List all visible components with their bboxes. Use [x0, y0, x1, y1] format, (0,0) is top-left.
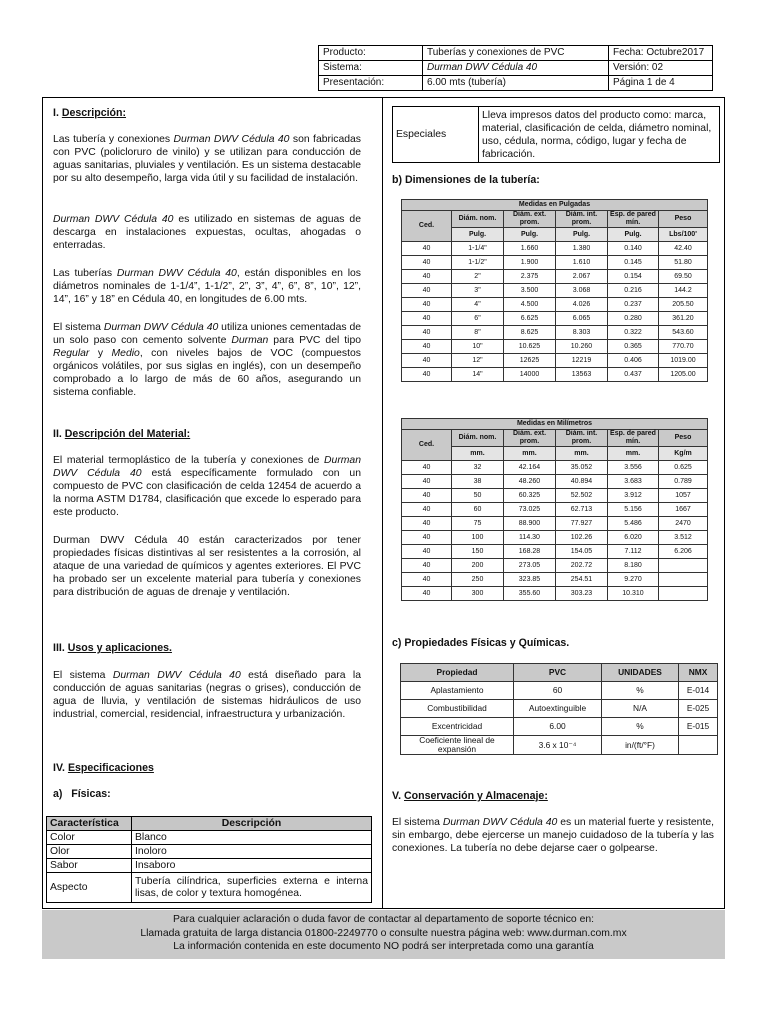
table-cell: 88.900: [504, 517, 556, 531]
table-row: [402, 326, 708, 340]
table-cell: 8.303: [556, 326, 608, 340]
table-cell: 0.216: [608, 284, 659, 298]
table-cell: 1-1/4": [452, 242, 504, 256]
table-row: [401, 736, 718, 755]
section-2-title: Descripción del Material:: [64, 428, 191, 440]
caracteristica-value: Blanco: [132, 831, 372, 845]
table-cell: 42.164: [504, 461, 556, 475]
sistema-value: Durman DWV Cédula 40: [423, 61, 609, 76]
table-cell: 40: [402, 340, 452, 354]
table-cell: 1205.00: [659, 368, 708, 382]
table-cell: 2470: [659, 517, 708, 531]
table-cell: 3.068: [556, 284, 608, 298]
table-cell: 3.556: [608, 461, 659, 475]
table-row: [402, 587, 708, 601]
table-cell: 8.625: [504, 326, 556, 340]
table-cell: E-025: [679, 700, 718, 718]
table-cell: 154.05: [556, 545, 608, 559]
content-frame: [42, 97, 725, 909]
section-2-paragraph-1: El material termoplástico de la tubería y conexiones de Durman DWV Cédula 40 está específicamente formulado con un compuesto de PVC con clasificación de celda 12454 de acuerdo a la norma ASTM D1784, clasificación que excede lo esperado para este producto.: [53, 455, 361, 518]
table-cell: Combustibilidad: [401, 700, 514, 718]
table-cell: 361.20: [659, 312, 708, 326]
table-cell: 2.067: [556, 270, 608, 284]
table-cell: 60.325: [504, 489, 556, 503]
table-cell: 40: [402, 242, 452, 256]
footer-line-2: Llamada gratuita de larga distancia 01800-2249770 o consulte nuestra página web: www.durman.com.mx: [140, 927, 627, 939]
presentacion-label: Presentación:: [319, 76, 423, 91]
fisicas-subheading: a) Físicas:: [53, 788, 111, 800]
table-cell: 77.927: [556, 517, 608, 531]
caracteristica-header: Característica: [47, 817, 132, 831]
table-cell: E-014: [679, 682, 718, 700]
table-row: [402, 531, 708, 545]
table-cell: 40: [402, 503, 452, 517]
table-cell: 40: [402, 326, 452, 340]
table-cell: 0.322: [608, 326, 659, 340]
section-3-title: Usos y aplicaciones.: [67, 642, 172, 654]
table-row: [402, 461, 708, 475]
col-header: Diám. int. prom.: [556, 430, 608, 447]
section-3-paragraph: El sistema Durman DWV Cédula 40 está diseñado para la conducción de aguas sanitarias (negras o grises), conducción de agua de lluvia, y ventilación de sistemas hidráulicos de uso industrial, comercial, residencial, infraestructura y urbanización.: [53, 670, 362, 720]
table-cell: 60: [452, 503, 504, 517]
section-2-heading: [53, 428, 190, 441]
table-row: [402, 340, 708, 354]
table-cell: 1.610: [556, 256, 608, 270]
section-5-number: V.: [392, 790, 404, 802]
unit-cell: Kg/m: [659, 447, 708, 461]
table-cell: 38: [452, 475, 504, 489]
table-cell: 3.500: [504, 284, 556, 298]
fecha: Fecha: Octubre2017: [609, 46, 713, 61]
caracteristicas-table: [46, 816, 372, 903]
table-row: [402, 573, 708, 587]
column-divider: [382, 98, 383, 908]
version: Versión: 02: [609, 61, 713, 76]
unit-cell: mm.: [452, 447, 504, 461]
section-1-paragraph-4: El sistema Durman DWV Cédula 40 utiliza uniones cementadas de un solo paso con cemento solvente Durman para PVC del tipo Regular y Medio, con niveles bajos de VOC (compuestos orgánicos volátiles, por sus siglas en inglés), con un desempeño comprobado a lo largo de más de 60 años, asegurando un sistema confiable.: [53, 322, 362, 398]
table-cell: 323.85: [504, 573, 556, 587]
table-cell: 0.437: [608, 368, 659, 382]
table-cell: 62.713: [556, 503, 608, 517]
table-cell: 4": [452, 298, 504, 312]
section-1-paragraph-1: Las tubería y conexiones Durman DWV Cédula 40 son fabricadas con PVC (policloruro de vinilo) y se utilizan para conducción de aguas sanitarias, pluviales y ventilación. Es un sistema destacable por su alto desempeño, larga vida útil y su facilidad de instalación.: [53, 134, 361, 184]
table-cell: 8": [452, 326, 504, 340]
section-3-number: III.: [53, 642, 68, 654]
document-header-table: [318, 45, 713, 91]
table-cell: 10.625: [504, 340, 556, 354]
section-4-heading: [53, 762, 154, 775]
table-row: [401, 700, 718, 718]
caracteristica-value: Insaboro: [132, 859, 372, 873]
table-cell: 114.30: [504, 531, 556, 545]
caracteristica-key: Olor: [47, 845, 132, 859]
table-cell: 14": [452, 368, 504, 382]
table-cell: 40.894: [556, 475, 608, 489]
table-row: [402, 256, 708, 270]
table-row: [402, 503, 708, 517]
table-cell: 1019.00: [659, 354, 708, 368]
section-1-paragraph-3: Las tuberías Durman DWV Cédula 40, están disponibles en los diámetros nominales de 1-1/4”, 1-1/2”, 2”, 3”, 4”, 6”, 8”, 10”, 12”, 14”, 16” y 18” en Cédula 40, en longitudes de 6.00 mts.: [53, 268, 362, 305]
unit-cell: Pulg.: [556, 228, 608, 242]
table-cell: Excentricidad: [401, 718, 514, 736]
unit-cell: Pulg.: [608, 228, 659, 242]
dimensiones-milimetros-table: [401, 418, 708, 601]
table-cell: 10": [452, 340, 504, 354]
table-cell: 6": [452, 312, 504, 326]
footer-contact: [42, 910, 725, 959]
table-row: [402, 270, 708, 284]
descripcion-header: Descripción: [132, 817, 372, 831]
col-header: Diám. nom.: [452, 430, 504, 447]
table-row: [402, 312, 708, 326]
table-cell: 250: [452, 573, 504, 587]
table-cell: 40: [402, 368, 452, 382]
unit-cell: Pulg.: [452, 228, 504, 242]
table-cell: 40: [402, 284, 452, 298]
sistema-label: Sistema:: [319, 61, 423, 76]
table-cell: 144.2: [659, 284, 708, 298]
unit-cell: Lbs/100': [659, 228, 708, 242]
col-header: Ced.: [402, 211, 452, 242]
col-header: Esp. de pared mín.: [608, 430, 659, 447]
table-cell: 2.375: [504, 270, 556, 284]
table-cell: 355.60: [504, 587, 556, 601]
col-header: Diám. ext. prom.: [504, 430, 556, 447]
table-row: [402, 489, 708, 503]
table-cell: %: [602, 718, 679, 736]
section-1-title: Descripción:: [61, 107, 127, 119]
unit-cell: mm.: [504, 447, 556, 461]
table-cell: 4.500: [504, 298, 556, 312]
table-cell: [659, 587, 708, 601]
col-header: Diám. ext. prom.: [504, 211, 556, 228]
col-header: Diám. nom.: [452, 211, 504, 228]
caracteristica-value: Tubería cilíndrica, superficies externa e interna lisas, de color y textura homogénea.: [132, 873, 372, 903]
table-cell: 40: [402, 475, 452, 489]
section-4-number: IV.: [53, 762, 68, 774]
section-5-title: Conservación y Almacenaje:: [403, 790, 548, 802]
table-cell: 40: [402, 517, 452, 531]
table-cell: 50: [452, 489, 504, 503]
table-cell: 9.270: [608, 573, 659, 587]
table-cell: 40: [402, 256, 452, 270]
table-cell: 6.065: [556, 312, 608, 326]
table-cell: 32: [452, 461, 504, 475]
table-cell: 0.406: [608, 354, 659, 368]
section-1-number: I.: [53, 107, 62, 119]
table-cell: 100: [452, 531, 504, 545]
col-header: Ced.: [402, 430, 452, 461]
prop-header: UNIDADES: [602, 664, 679, 682]
footer-line-3: La información contenida en este documento NO podrá ser interpretada como una garantía: [173, 941, 594, 952]
especiales-text: Lleva impresos datos del producto como: marca, material, clasificación de celda, diámetro nominal, uso, cédula, norma, código, lugar y fecha de fabricación.: [479, 107, 720, 163]
table-cell: 7.112: [608, 545, 659, 559]
caracteristica-key: Sabor: [47, 859, 132, 873]
caracteristica-value: Inoloro: [132, 845, 372, 859]
table-cell: 75: [452, 517, 504, 531]
table-title: Medidas en Milímetros: [402, 419, 708, 430]
unit-cell: Pulg.: [504, 228, 556, 242]
table-cell: 102.26: [556, 531, 608, 545]
table-cell: [659, 559, 708, 573]
table-row: [402, 368, 708, 382]
table-cell: 51.80: [659, 256, 708, 270]
table-cell: 40: [402, 298, 452, 312]
section-3-heading: [53, 642, 172, 655]
table-cell: 0.365: [608, 340, 659, 354]
propiedades-table: [400, 663, 718, 755]
table-cell: 40: [402, 312, 452, 326]
col-header: Diám. int. prom.: [556, 211, 608, 228]
table-cell: 6.020: [608, 531, 659, 545]
table-cell: 40: [402, 354, 452, 368]
section-5-heading: [392, 790, 548, 803]
table-cell: 40: [402, 573, 452, 587]
table-cell: 40: [402, 461, 452, 475]
especiales-label: Especiales: [393, 107, 479, 163]
table-row: [402, 298, 708, 312]
dimensiones-pulgadas-table: [401, 199, 708, 382]
table-cell: 60: [514, 682, 602, 700]
table-cell: 150: [452, 545, 504, 559]
producto-value: Tuberías y conexiones de PVC: [423, 46, 609, 61]
caracteristica-key: Color: [47, 831, 132, 845]
table-cell: 0.140: [608, 242, 659, 256]
table-cell: 0.237: [608, 298, 659, 312]
table-cell: 300: [452, 587, 504, 601]
table-cell: N/A: [602, 700, 679, 718]
section-4-title: Especificaciones: [67, 762, 154, 774]
table-cell: 40: [402, 270, 452, 284]
table-cell: E-015: [679, 718, 718, 736]
section-1-heading: [53, 107, 126, 120]
table-cell: 1.660: [504, 242, 556, 256]
table-cell: 5.486: [608, 517, 659, 531]
table-cell: 48.260: [504, 475, 556, 489]
table-cell: 3.912: [608, 489, 659, 503]
footer-line-1: Para cualquier aclaración o duda favor de contactar al departamento de soporte técnico en:: [172, 914, 595, 925]
table-cell: 6.625: [504, 312, 556, 326]
table-cell: 3.683: [608, 475, 659, 489]
table-cell: 42.40: [659, 242, 708, 256]
table-cell: 205.50: [659, 298, 708, 312]
table-cell: [659, 573, 708, 587]
table-cell: 69.50: [659, 270, 708, 284]
producto-label: Producto:: [319, 46, 423, 61]
section-1-paragraph-2: Durman DWV Cédula 40 es utilizado en sistemas de aguas de descarga en instalaciones expuestas, ocultas, ahogadas o enterradas.: [53, 214, 361, 251]
table-cell: 202.72: [556, 559, 608, 573]
table-cell: in/(ft/°F): [602, 736, 679, 755]
prop-header: NMX: [679, 664, 718, 682]
table-cell: 73.025: [504, 503, 556, 517]
table-cell: 35.052: [556, 461, 608, 475]
table-cell: 770.70: [659, 340, 708, 354]
table-row: [402, 475, 708, 489]
table-cell: 3": [452, 284, 504, 298]
col-header: Esp. de pared mín.: [608, 211, 659, 228]
table-cell: 3.6 x 10⁻⁴: [514, 736, 602, 755]
table-cell: 52.502: [556, 489, 608, 503]
table-cell: 0.625: [659, 461, 708, 475]
table-cell: 14000: [504, 368, 556, 382]
col-header: Peso: [659, 430, 708, 447]
table-row: [402, 559, 708, 573]
table-cell: 0.154: [608, 270, 659, 284]
table-cell: 200: [452, 559, 504, 573]
table-cell: 40: [402, 587, 452, 601]
table-cell: 40: [402, 545, 452, 559]
table-cell: 303.23: [556, 587, 608, 601]
table-cell: Aplastamiento: [401, 682, 514, 700]
table-cell: 2": [452, 270, 504, 284]
table-cell: 40: [402, 559, 452, 573]
pagina: Página 1 de 4: [609, 76, 713, 91]
table-row: [401, 682, 718, 700]
table-cell: 1057: [659, 489, 708, 503]
table-cell: Coeficiente lineal de expansión: [401, 736, 514, 755]
table-cell: 0.280: [608, 312, 659, 326]
table-cell: 40: [402, 489, 452, 503]
table-cell: Autoextinguible: [514, 700, 602, 718]
table-cell: [679, 736, 718, 755]
table-cell: %: [602, 682, 679, 700]
table-row: [402, 517, 708, 531]
table-row: [402, 545, 708, 559]
dimensiones-heading: b) Dimensiones de la tubería:: [392, 174, 540, 186]
table-cell: 13563: [556, 368, 608, 382]
table-cell: 4.026: [556, 298, 608, 312]
table-row: [402, 284, 708, 298]
table-cell: 3.512: [659, 531, 708, 545]
table-cell: 12625: [504, 354, 556, 368]
table-cell: 168.28: [504, 545, 556, 559]
prop-header: PVC: [514, 664, 602, 682]
table-row: [402, 242, 708, 256]
especiales-table: [392, 106, 720, 163]
table-cell: 1.380: [556, 242, 608, 256]
col-header: Peso: [659, 211, 708, 228]
section-5-paragraph: El sistema Durman DWV Cédula 40 es un material fuerte y resistente, sin embargo, debe ejercerse un manejo cuidadoso de la tubería y las conexiones. La tubería no debe dejarse caer o golpearse.: [392, 817, 715, 854]
table-cell: 12": [452, 354, 504, 368]
propiedades-heading: c) Propiedades Físicas y Químicas.: [392, 637, 570, 649]
table-row: [401, 718, 718, 736]
caracteristica-key: Aspecto: [47, 873, 132, 903]
table-cell: 6.00: [514, 718, 602, 736]
table-cell: 0.145: [608, 256, 659, 270]
unit-cell: mm.: [556, 447, 608, 461]
table-cell: 1667: [659, 503, 708, 517]
table-title: Medidas en Pulgadas: [402, 200, 708, 211]
table-cell: 10.260: [556, 340, 608, 354]
section-2-number: II.: [53, 428, 65, 440]
table-cell: 1.900: [504, 256, 556, 270]
table-cell: 254.51: [556, 573, 608, 587]
table-cell: 5.156: [608, 503, 659, 517]
table-cell: 273.05: [504, 559, 556, 573]
table-cell: 12219: [556, 354, 608, 368]
table-cell: 10.310: [608, 587, 659, 601]
section-2-paragraph-2: Durman DWV Cédula 40 están caracterizados por tener propiedades físicas distintivas al ser resistentes a la corrosión, al ataque de una variedad de químicos y agentes exteriores. El PVC ha probado ser un excelente material para tubería y conexiones para distribución de aguas de drenaje y ventilación.: [53, 535, 361, 598]
table-cell: 1-1/2": [452, 256, 504, 270]
presentacion-value: 6.00 mts (tubería): [423, 76, 609, 91]
prop-header: Propiedad: [401, 664, 514, 682]
table-cell: 6.206: [659, 545, 708, 559]
unit-cell: mm.: [608, 447, 659, 461]
table-cell: 0.789: [659, 475, 708, 489]
table-cell: 8.180: [608, 559, 659, 573]
table-cell: 543.60: [659, 326, 708, 340]
table-row: [402, 354, 708, 368]
table-cell: 40: [402, 531, 452, 545]
